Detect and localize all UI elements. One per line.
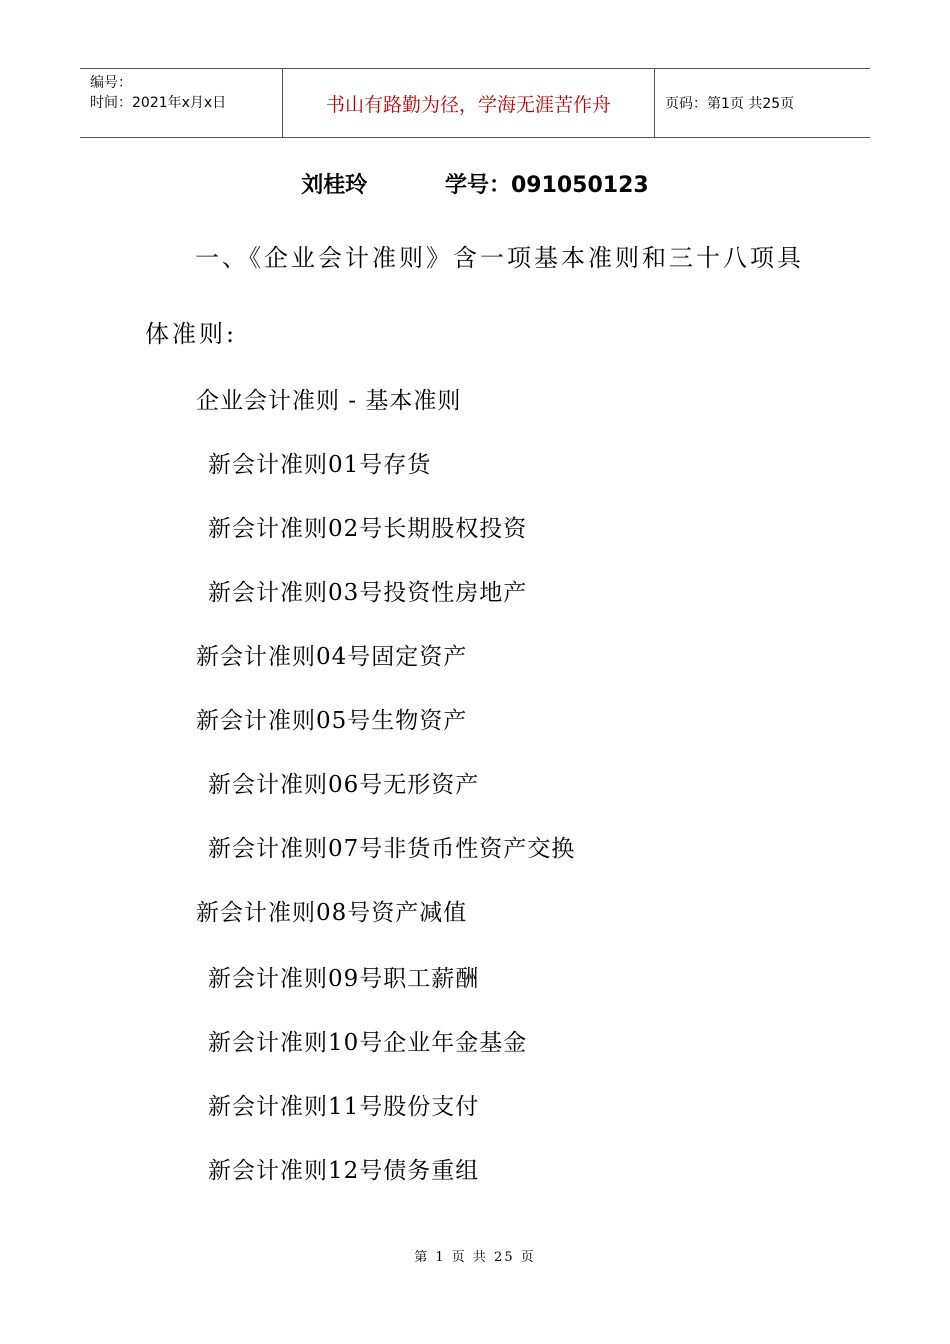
list-item: 新会计准则09号职工薪酬 <box>208 966 480 992</box>
list-item: 新会计准则02号长期股权投资 <box>208 516 528 542</box>
section-heading: 一、《企业会计准则》含一项基本准则和三十八项具 <box>195 244 804 272</box>
time-label: 时间：2021年x月x日 <box>90 95 227 111</box>
list-item: 新会计准则03号投资性房地产 <box>208 580 528 606</box>
list-item: 新会计准则11号股份支付 <box>208 1094 480 1120</box>
document-title <box>0 168 950 199</box>
list-item: 新会计准则05号生物资产 <box>196 708 468 734</box>
list-item: 新会计准则08号资产减值 <box>196 900 468 926</box>
list-item: 新会计准则07号非货币性资产交换 <box>208 836 576 862</box>
number-label: 编号： <box>90 75 132 91</box>
list-item: 新会计准则04号固定资产 <box>196 644 468 670</box>
header-motto-cell <box>282 69 655 137</box>
motto-text: 书山有路勤为径，学海无涯苦作舟 <box>325 93 611 116</box>
list-item: 新会计准则12号债务重组 <box>208 1158 480 1184</box>
section-heading-continued: 体准则: <box>145 320 238 348</box>
author-name: 刘桂玲 <box>301 173 368 198</box>
list-item: 新会计准则10号企业年金基金 <box>208 1030 528 1056</box>
header-meta <box>80 69 282 137</box>
page-footer: 第 1 页 共 25 页 <box>414 1250 536 1265</box>
list-item: 新会计准则06号无形资产 <box>208 772 480 798</box>
document-header <box>80 68 870 138</box>
header-page-info <box>655 69 870 137</box>
list-item: 新会计准则01号存货 <box>208 452 432 478</box>
list-item: 企业会计准则 - 基本准则 <box>196 388 462 414</box>
page-info-text: 页码：第1页 共25页 <box>665 96 795 112</box>
student-id: 学号：091050123 <box>444 173 649 198</box>
